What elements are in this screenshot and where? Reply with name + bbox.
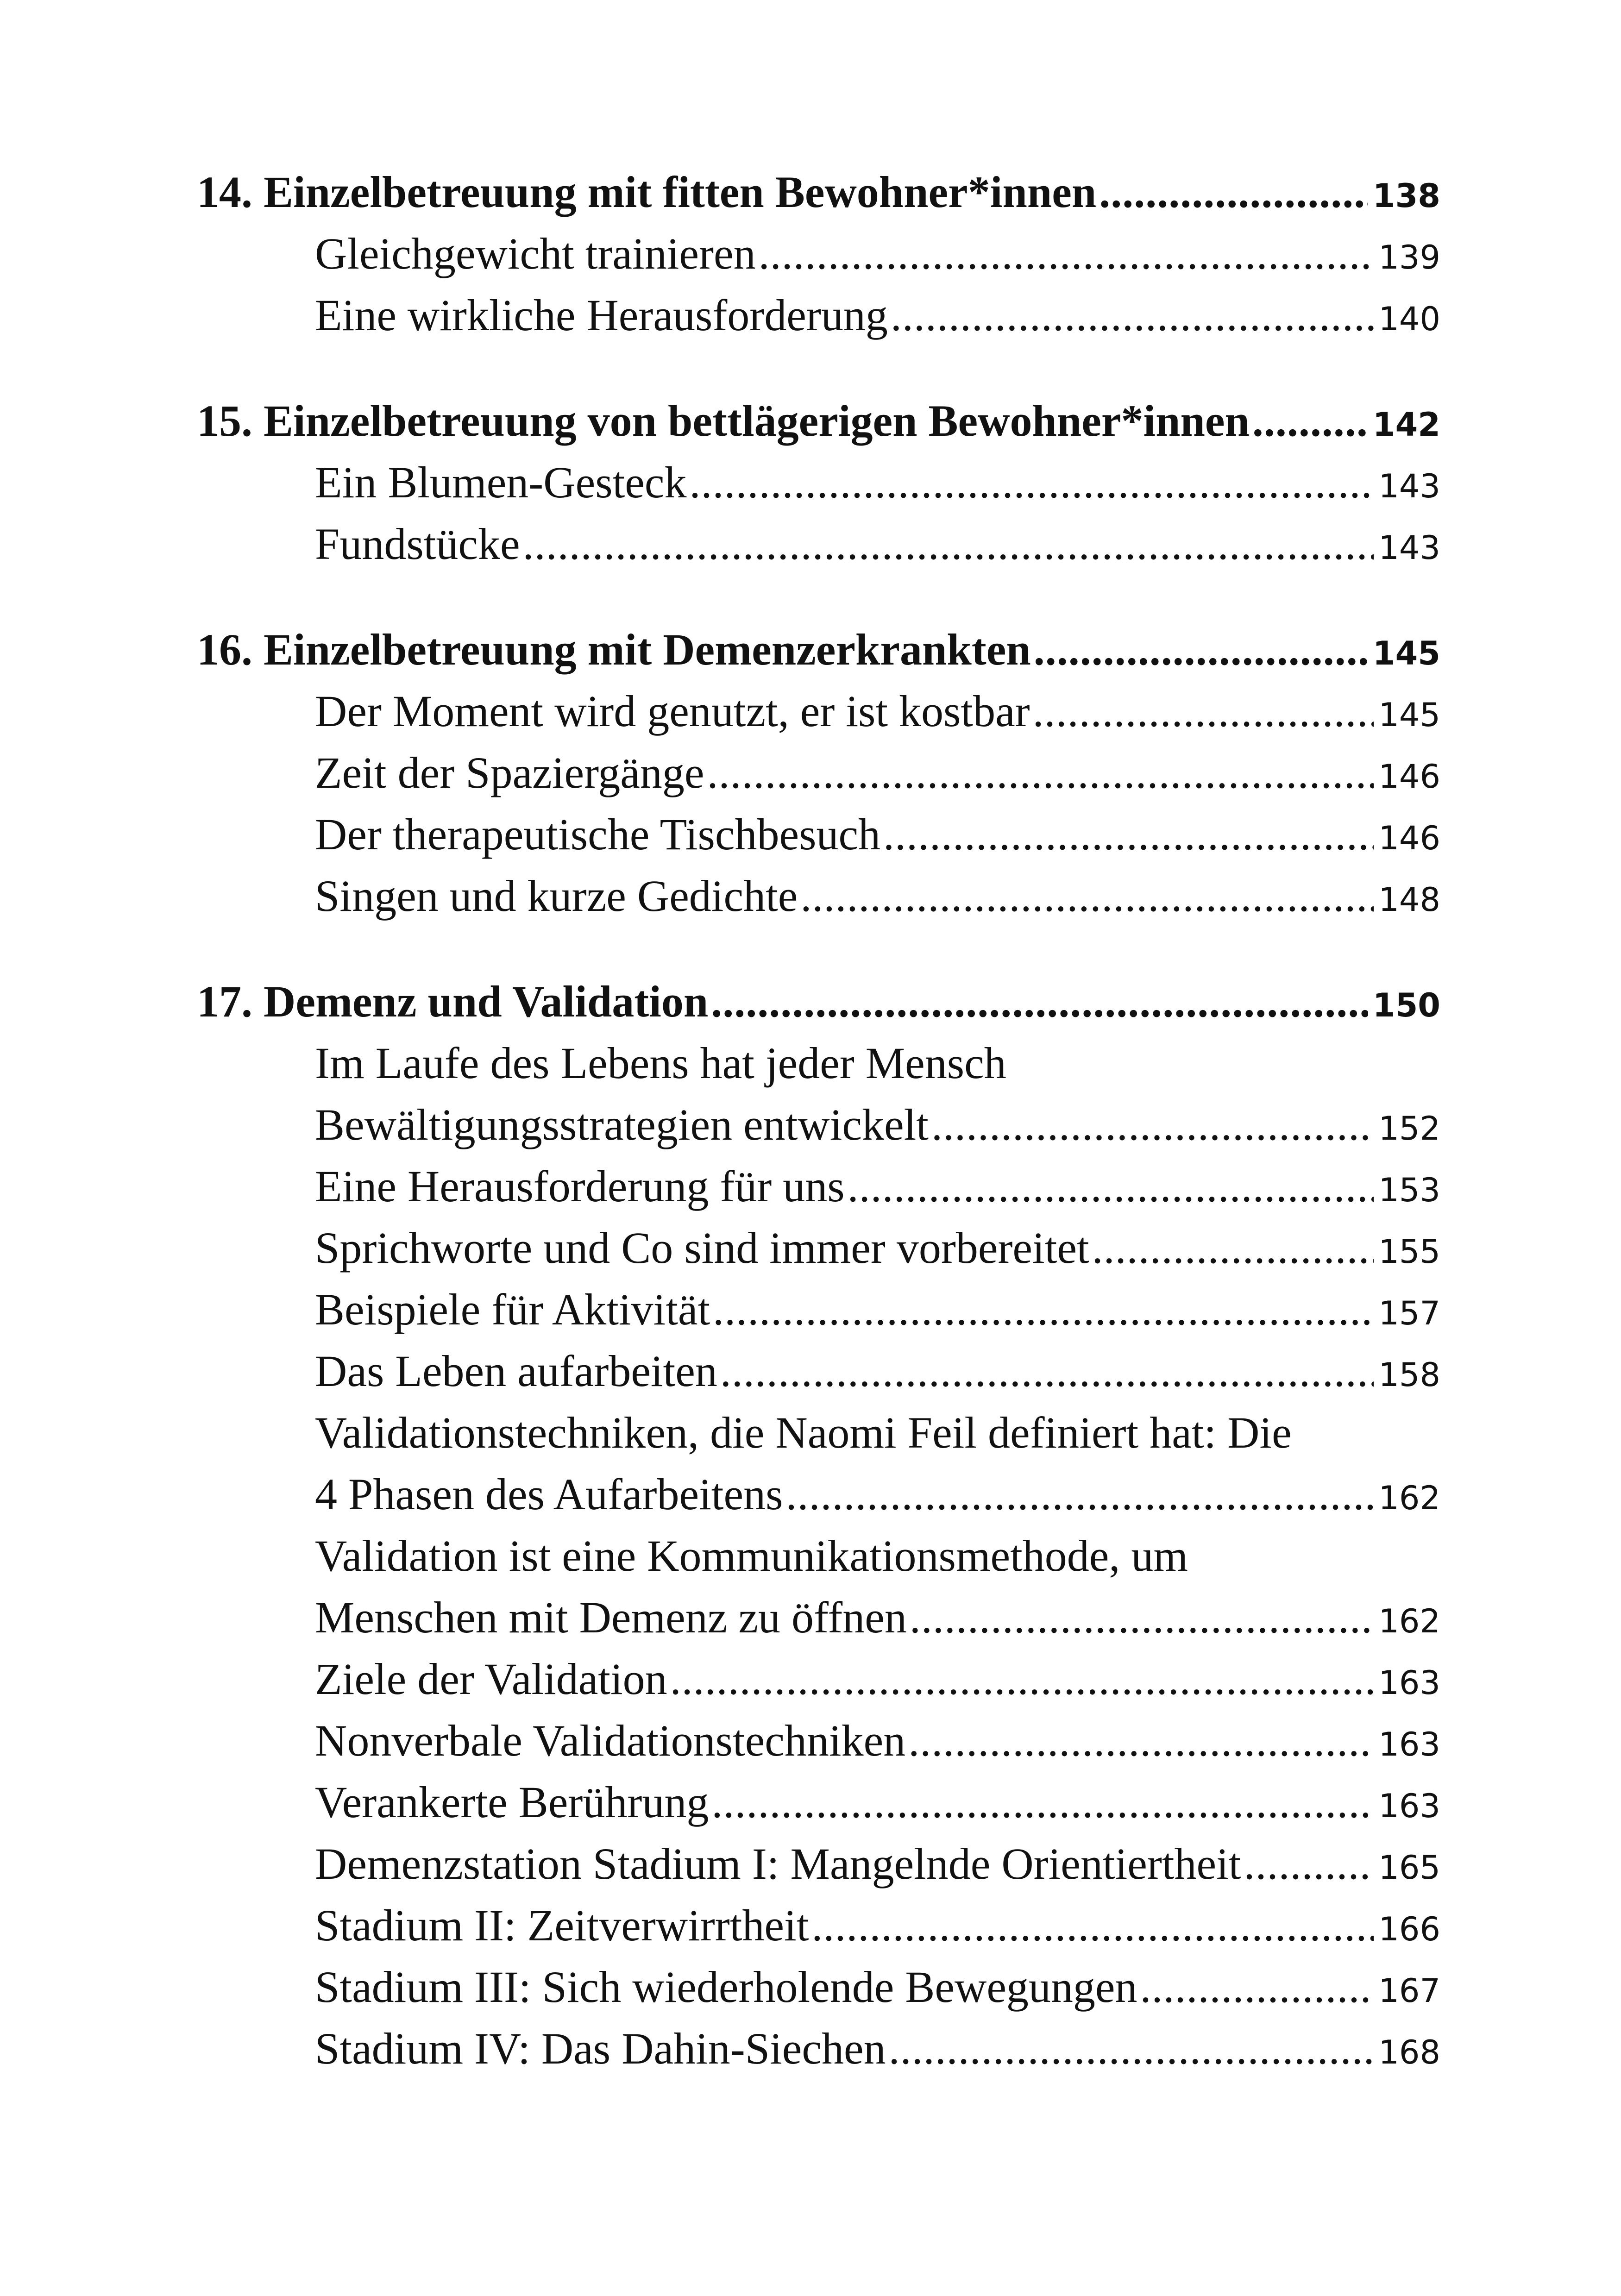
toc-entry[interactable]	[197, 1895, 1440, 1956]
page-number: 139	[1378, 238, 1440, 276]
page-number: 146	[1378, 819, 1440, 857]
dot-leader	[811, 1895, 1374, 1956]
page-number: 140	[1378, 300, 1440, 338]
toc-entry[interactable]	[197, 284, 1440, 346]
dot-leader	[1034, 619, 1368, 680]
page-number: 145	[1378, 696, 1440, 734]
chapter-title: 14. Einzelbetreuung mit fitten Bewohner*innen	[197, 167, 1097, 217]
entry-title: Nonverbale Validationstechniken	[315, 1716, 906, 1765]
toc-entry[interactable]	[197, 513, 1440, 575]
toc-entry[interactable]	[197, 1587, 1440, 1648]
entry-title: Stadium IV: Das Dahin-Siechen	[315, 2024, 886, 2073]
entry-title: Singen und kurze Gedichte	[315, 871, 798, 921]
dot-leader	[670, 1648, 1374, 1710]
dot-leader	[910, 1587, 1374, 1648]
dot-leader	[1033, 680, 1374, 742]
entry-title-line1: Validation ist eine Kommunikationsmethode, um	[315, 1531, 1188, 1581]
toc-entry[interactable]	[197, 680, 1440, 742]
entry-title: Stadium III: Sich wiederholende Bewegungen	[315, 1962, 1137, 2012]
dot-leader	[711, 1771, 1374, 1833]
entry-title: Verankerte Berührung	[315, 1777, 709, 1827]
entry-title: Eine Herausforderung für uns	[315, 1161, 845, 1211]
page-number: 138	[1372, 177, 1440, 215]
page-number: 163	[1378, 1664, 1440, 1702]
toc-entry[interactable]	[197, 223, 1440, 284]
dot-leader	[720, 1340, 1374, 1402]
toc-entry[interactable]	[197, 1833, 1440, 1895]
toc-entry-line1[interactable]	[197, 1402, 1440, 1463]
dot-leader	[1099, 161, 1368, 223]
dot-leader	[931, 1094, 1374, 1155]
dot-leader	[523, 513, 1374, 575]
page-number: 143	[1378, 467, 1440, 505]
entry-title: Beispiele für Aktivität	[315, 1285, 710, 1334]
entry-title-line1: Im Laufe des Lebens hat jeder Mensch	[315, 1038, 1006, 1088]
toc-chapter-15[interactable]	[197, 390, 1440, 452]
dot-leader	[1092, 1217, 1374, 1279]
entry-title: Stadium II: Zeitverwirrtheit	[315, 1901, 809, 1950]
dot-leader	[759, 223, 1374, 284]
entry-title: Demenzstation Stadium I: Mangelnde Orientiertheit	[315, 1839, 1241, 1888]
toc-entry[interactable]	[197, 742, 1440, 803]
page-number: 150	[1372, 986, 1440, 1024]
entry-title: Ein Blumen-Gesteck	[315, 458, 687, 507]
toc-entry[interactable]	[197, 1094, 1440, 1155]
chapter-title: 16. Einzelbetreuung mit Demenzerkrankten	[197, 625, 1031, 674]
entry-title: Der Moment wird genutzt, er ist kostbar	[315, 686, 1030, 736]
dot-leader	[908, 1710, 1374, 1771]
dot-leader	[1244, 1833, 1374, 1895]
page-number: 162	[1378, 1479, 1440, 1517]
page-number: 163	[1378, 1725, 1440, 1763]
entry-title: Ziele der Validation	[315, 1654, 667, 1704]
toc-entry-line1[interactable]	[197, 1032, 1440, 1094]
entry-title: Der therapeutische Tischbesuch	[315, 809, 881, 859]
page-number: 143	[1378, 529, 1440, 567]
page-number: 148	[1378, 881, 1440, 919]
entry-title: Gleichgewicht trainieren	[315, 229, 756, 278]
entry-title: 4 Phasen des Aufarbeitens	[315, 1469, 783, 1519]
entry-title: Bewältigungsstrategien entwickelt	[315, 1100, 929, 1149]
chapter-title: 17. Demenz und Validation	[197, 977, 709, 1026]
entry-title: Das Leben aufarbeiten	[315, 1346, 717, 1396]
toc-entry-line1[interactable]	[197, 1525, 1440, 1587]
entry-title: Zeit der Spaziergänge	[315, 748, 704, 797]
page-number: 153	[1378, 1171, 1440, 1209]
entry-title: Sprichworte und Co sind immer vorbereitet	[315, 1223, 1089, 1273]
page-number: 168	[1378, 2033, 1440, 2071]
dot-leader	[1252, 390, 1368, 452]
dot-leader	[713, 1279, 1374, 1340]
toc-entry[interactable]	[197, 1956, 1440, 2018]
page-number: 152	[1378, 1110, 1440, 1148]
toc-entry[interactable]	[197, 1463, 1440, 1525]
toc-entry[interactable]	[197, 1340, 1440, 1402]
toc-entry[interactable]	[197, 452, 1440, 513]
table-of-contents	[197, 161, 1440, 2079]
page-number: 146	[1378, 758, 1440, 796]
toc-entry[interactable]	[197, 1279, 1440, 1340]
page-number: 163	[1378, 1787, 1440, 1825]
toc-entry[interactable]	[197, 1771, 1440, 1833]
toc-chapter-16[interactable]	[197, 619, 1440, 680]
dot-leader	[707, 742, 1374, 803]
page-number: 142	[1372, 406, 1440, 444]
toc-entry[interactable]	[197, 1217, 1440, 1279]
page-number: 145	[1372, 634, 1440, 672]
toc-entry[interactable]	[197, 2018, 1440, 2079]
entry-title: Menschen mit Demenz zu öffnen	[315, 1593, 907, 1642]
toc-entry[interactable]	[197, 1648, 1440, 1710]
page-number: 157	[1378, 1294, 1440, 1332]
dot-leader	[891, 284, 1374, 346]
page-number: 165	[1378, 1849, 1440, 1887]
toc-chapter-17[interactable]	[197, 971, 1440, 1032]
toc-entry[interactable]	[197, 865, 1440, 927]
toc-chapter-14[interactable]	[197, 161, 1440, 223]
page-number: 162	[1378, 1602, 1440, 1640]
entry-title-line1: Validationstechniken, die Naomi Feil definiert hat: Die	[315, 1408, 1292, 1457]
page-number: 155	[1378, 1233, 1440, 1271]
page-number: 167	[1378, 1972, 1440, 2010]
dot-leader	[883, 803, 1374, 865]
entry-title: Fundstücke	[315, 519, 520, 569]
page-number: 158	[1378, 1356, 1440, 1394]
chapter-title: 15. Einzelbetreuung von bettlägerigen Bewohner*innen	[197, 396, 1250, 445]
dot-leader	[848, 1155, 1374, 1217]
dot-leader	[711, 971, 1368, 1032]
toc-entry[interactable]	[197, 803, 1440, 865]
toc-entry[interactable]	[197, 1155, 1440, 1217]
dot-leader	[689, 452, 1374, 513]
dot-leader	[889, 2018, 1374, 2079]
dot-leader	[785, 1463, 1374, 1525]
toc-entry[interactable]	[197, 1710, 1440, 1771]
dot-leader	[800, 865, 1374, 927]
entry-title: Eine wirkliche Herausforderung	[315, 290, 888, 340]
dot-leader	[1140, 1956, 1374, 2018]
page-number: 166	[1378, 1910, 1440, 1948]
